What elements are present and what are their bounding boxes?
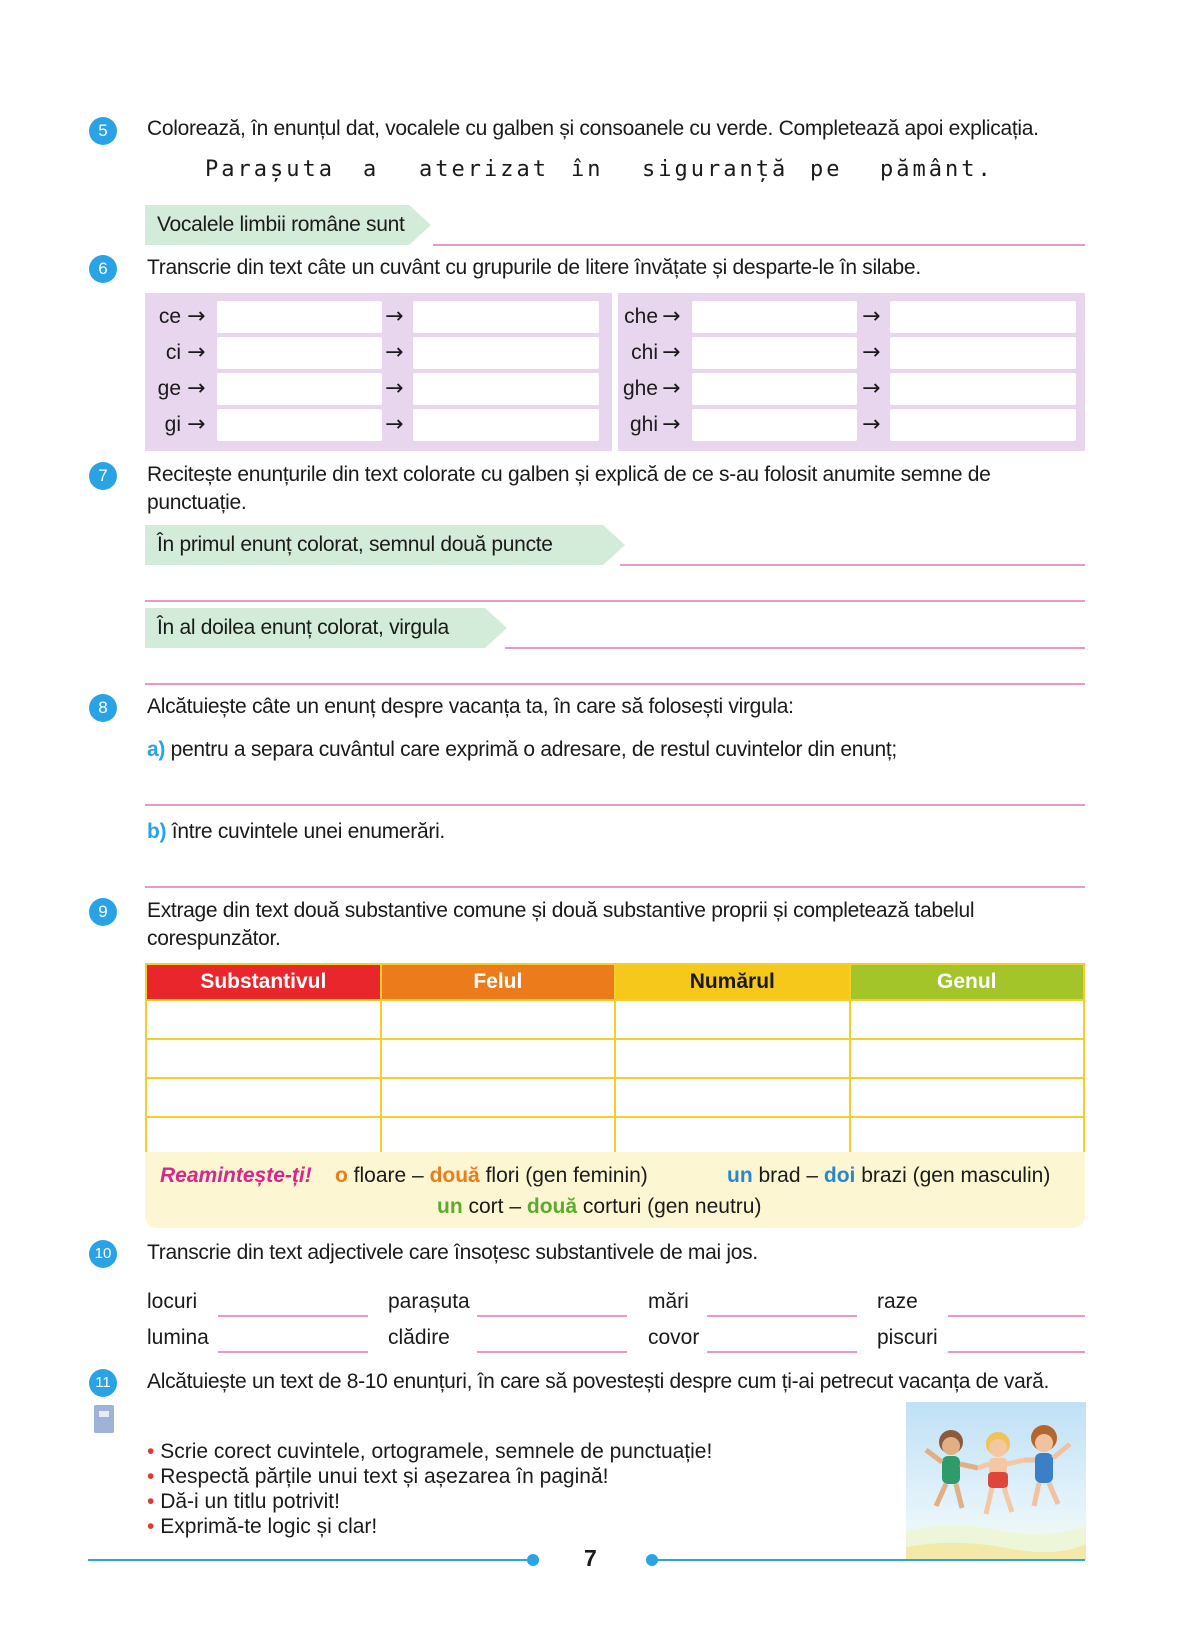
table-cell[interactable]	[381, 1000, 615, 1039]
table-cell[interactable]	[615, 1039, 850, 1078]
syllables-input[interactable]	[890, 301, 1076, 333]
arrow-icon: →	[862, 376, 881, 401]
column-header: Substantivul	[146, 964, 381, 1000]
noun-label: parașuta	[388, 1290, 470, 1313]
table-cell[interactable]	[381, 1117, 615, 1156]
example-text: brad –	[758, 1164, 819, 1187]
sentence-word: a	[363, 157, 380, 182]
example-text: brazi (gen masculin)	[861, 1164, 1051, 1187]
answer-line[interactable]	[620, 564, 1085, 566]
numeral: două	[526, 1195, 578, 1218]
letter-group: chi	[631, 341, 658, 364]
arrow-icon: →	[187, 412, 206, 437]
arrow-icon: →	[862, 412, 881, 437]
word-input[interactable]	[217, 409, 382, 441]
exercise-number: 8	[89, 694, 117, 722]
syllables-input[interactable]	[413, 409, 599, 441]
answer-line[interactable]	[707, 1351, 857, 1353]
exercise-instruction: Alcătuiește un text de 8-10 enunțuri, în care să povestești despre cum ți-ai petrecut vacanța de vară.	[147, 1370, 1050, 1393]
subtask-text: între cuvintele unei enumerări.	[171, 820, 445, 843]
table-cell[interactable]	[146, 1117, 381, 1156]
syllables-input[interactable]	[890, 337, 1076, 369]
arrow-icon: →	[385, 304, 404, 329]
subtask-marker: b)	[147, 820, 167, 843]
example-text: floare –	[353, 1164, 424, 1187]
list-item-text: Exprimă-te logic și clar!	[160, 1515, 378, 1538]
reminder-example-masculine	[727, 1164, 1050, 1188]
reminder-title: Reamintește-ți!	[160, 1164, 312, 1187]
word-input[interactable]	[692, 337, 857, 369]
answer-line[interactable]	[505, 647, 1085, 649]
sentence-word: siguranță	[642, 157, 789, 182]
reminder-example-feminine	[335, 1164, 648, 1188]
table-row	[146, 1078, 1084, 1117]
numeral: doi	[823, 1164, 856, 1187]
noun-label: clădire	[388, 1326, 450, 1349]
exercise-instruction: Extrage din text două substantive comune și două substantive proprii și completează tabelul corespunzător.	[147, 899, 975, 950]
column-header: Genul	[850, 964, 1084, 1000]
table-cell[interactable]	[615, 1000, 850, 1039]
list-item-text: Scrie corect cuvintele, ortogramele, semnele de punctuație!	[160, 1440, 713, 1463]
table-cell[interactable]	[850, 1078, 1084, 1117]
letter-group: ge	[157, 377, 181, 400]
letter-group: ce	[158, 305, 181, 328]
sentence-word: pământ.	[880, 157, 994, 182]
footer-line-right	[657, 1559, 1085, 1561]
table-cell[interactable]	[146, 1078, 381, 1117]
answer-prompt: În primul enunț colorat, semnul două puncte	[145, 525, 603, 565]
noun-label: raze	[877, 1290, 918, 1313]
example-sentence	[205, 157, 1005, 187]
article: o	[335, 1164, 348, 1187]
noun-label: mări	[648, 1290, 689, 1313]
syllables-input[interactable]	[413, 301, 599, 333]
reminder-box	[145, 1152, 1085, 1228]
arrow-icon: →	[385, 376, 404, 401]
exercise-instruction: Colorează, în enunțul dat, vocalele cu galben și consoanele cu verde. Completează apoi explicația.	[147, 117, 1039, 140]
notebook-icon	[94, 1405, 114, 1433]
noun-label: covor	[648, 1326, 700, 1349]
list-item	[147, 1440, 712, 1464]
bullet-icon: •	[147, 1465, 155, 1488]
noun-label: locuri	[147, 1290, 198, 1313]
column-header: Felul	[381, 964, 615, 1000]
syllable-table-right	[618, 293, 1085, 451]
subtask-text: pentru a separa cuvântul care exprimă o adresare, de restul cuvintelor din enunț;	[170, 738, 897, 761]
exercise-instruction: Transcrie din text adjectivele care însoțesc substantivele de mai jos.	[147, 1241, 758, 1264]
subtask-marker: a)	[147, 738, 166, 761]
table-cell[interactable]	[615, 1078, 850, 1117]
answer-line[interactable]	[477, 1351, 627, 1353]
noun-label: piscuri	[877, 1326, 938, 1349]
list-item-text: Respectă părțile unui text și așezarea în pagină!	[160, 1465, 609, 1488]
answer-line[interactable]	[218, 1351, 368, 1353]
letter-group: gi	[164, 413, 181, 436]
syllables-input[interactable]	[413, 373, 599, 405]
table-cell[interactable]	[850, 1039, 1084, 1078]
sentence-word: pe	[810, 157, 843, 182]
arrow-icon: →	[662, 412, 681, 437]
syllable-table-left	[145, 293, 612, 451]
answer-line[interactable]	[433, 244, 1085, 246]
answer-line[interactable]	[145, 886, 1085, 888]
word-input[interactable]	[217, 337, 382, 369]
letter-group: ghe	[622, 377, 658, 400]
arrow-icon: →	[187, 340, 206, 365]
exercise-instruction: Recitește enunțurile din text colorate cu galben și explică de ce s-au folosit anumite semne de punctuație.	[147, 463, 991, 514]
answer-line[interactable]	[145, 804, 1085, 806]
answer-line[interactable]	[218, 1315, 368, 1317]
word-input[interactable]	[692, 373, 857, 405]
article: un	[437, 1195, 463, 1218]
exercise-instruction: Alcătuiește câte un enunț despre vacanța ta, în care să folosești virgula:	[147, 695, 794, 718]
answer-line[interactable]	[707, 1315, 857, 1317]
table-cell[interactable]	[615, 1117, 850, 1156]
sentence-word: în	[571, 157, 604, 182]
exercise-instruction: Transcrie din text câte un cuvânt cu grupurile de litere învățate și desparte-le în silabe.	[147, 256, 921, 279]
sentence-word: Parașuta	[205, 157, 335, 182]
list-item-text: Dă-i un titlu potrivit!	[160, 1490, 340, 1513]
answer-line[interactable]	[145, 600, 1085, 602]
exercise-number: 9	[89, 898, 117, 926]
arrow-icon: →	[187, 376, 206, 401]
subtask-a	[147, 736, 897, 764]
word-input[interactable]	[692, 301, 857, 333]
arrow-icon: →	[662, 376, 681, 401]
table-cell[interactable]	[146, 1039, 381, 1078]
numeral: două	[429, 1164, 480, 1187]
sentence-word: aterizat	[419, 157, 549, 182]
article: un	[727, 1164, 753, 1187]
arrow-icon: →	[385, 340, 404, 365]
table-cell[interactable]	[381, 1078, 615, 1117]
children-illustration	[906, 1402, 1086, 1560]
answer-prompt: În al doilea enunț colorat, virgula	[145, 608, 485, 648]
subtask-b	[147, 818, 445, 846]
table-row	[146, 1117, 1084, 1156]
arrow-icon: →	[862, 304, 881, 329]
bullet-icon: •	[147, 1440, 155, 1463]
page-number: 7	[584, 1545, 597, 1571]
arrow-icon: →	[385, 412, 404, 437]
answer-line[interactable]	[948, 1315, 1085, 1317]
example-text: cort –	[468, 1195, 522, 1218]
bullet-icon: •	[147, 1490, 155, 1513]
letter-group: ci	[165, 341, 181, 364]
exercise-number: 7	[89, 462, 117, 490]
arrow-icon: →	[662, 304, 681, 329]
column-header: Numărul	[615, 964, 850, 1000]
example-text: flori (gen feminin)	[485, 1164, 648, 1187]
noun-label: lumina	[147, 1326, 209, 1349]
arrow-icon: →	[187, 304, 206, 329]
table-cell[interactable]	[381, 1039, 615, 1078]
answer-prompt: Vocalele limbii române sunt	[145, 205, 409, 245]
list-item	[147, 1465, 608, 1489]
table-cell[interactable]	[850, 1000, 1084, 1039]
footer-dot	[527, 1554, 539, 1566]
exercise-number: 10	[89, 1240, 117, 1268]
word-input[interactable]	[692, 409, 857, 441]
letter-group: che	[624, 305, 658, 328]
footer-line-left	[88, 1559, 528, 1561]
exercise-number: 6	[89, 255, 117, 283]
reminder-example-neuter	[437, 1195, 761, 1219]
table-row	[146, 1000, 1084, 1039]
noun-table	[145, 963, 1085, 1157]
answer-line[interactable]	[145, 683, 1085, 685]
word-input[interactable]	[217, 301, 382, 333]
exercise-number: 5	[89, 117, 117, 145]
list-item	[147, 1515, 377, 1539]
arrow-icon: →	[662, 340, 681, 365]
arrow-icon: →	[862, 340, 881, 365]
exercise-number: 11	[89, 1369, 117, 1397]
syllables-input[interactable]	[890, 373, 1076, 405]
answer-line[interactable]	[477, 1315, 627, 1317]
list-item	[147, 1490, 340, 1514]
letter-group: ghi	[629, 413, 658, 436]
bullet-icon: •	[147, 1515, 155, 1538]
table-cell[interactable]	[146, 1000, 381, 1039]
syllables-input[interactable]	[413, 337, 599, 369]
table-row	[146, 1039, 1084, 1078]
syllables-input[interactable]	[890, 409, 1076, 441]
table-cell[interactable]	[850, 1117, 1084, 1156]
example-text: corturi (gen neutru)	[582, 1195, 762, 1218]
answer-line[interactable]	[948, 1351, 1085, 1353]
word-input[interactable]	[217, 373, 382, 405]
